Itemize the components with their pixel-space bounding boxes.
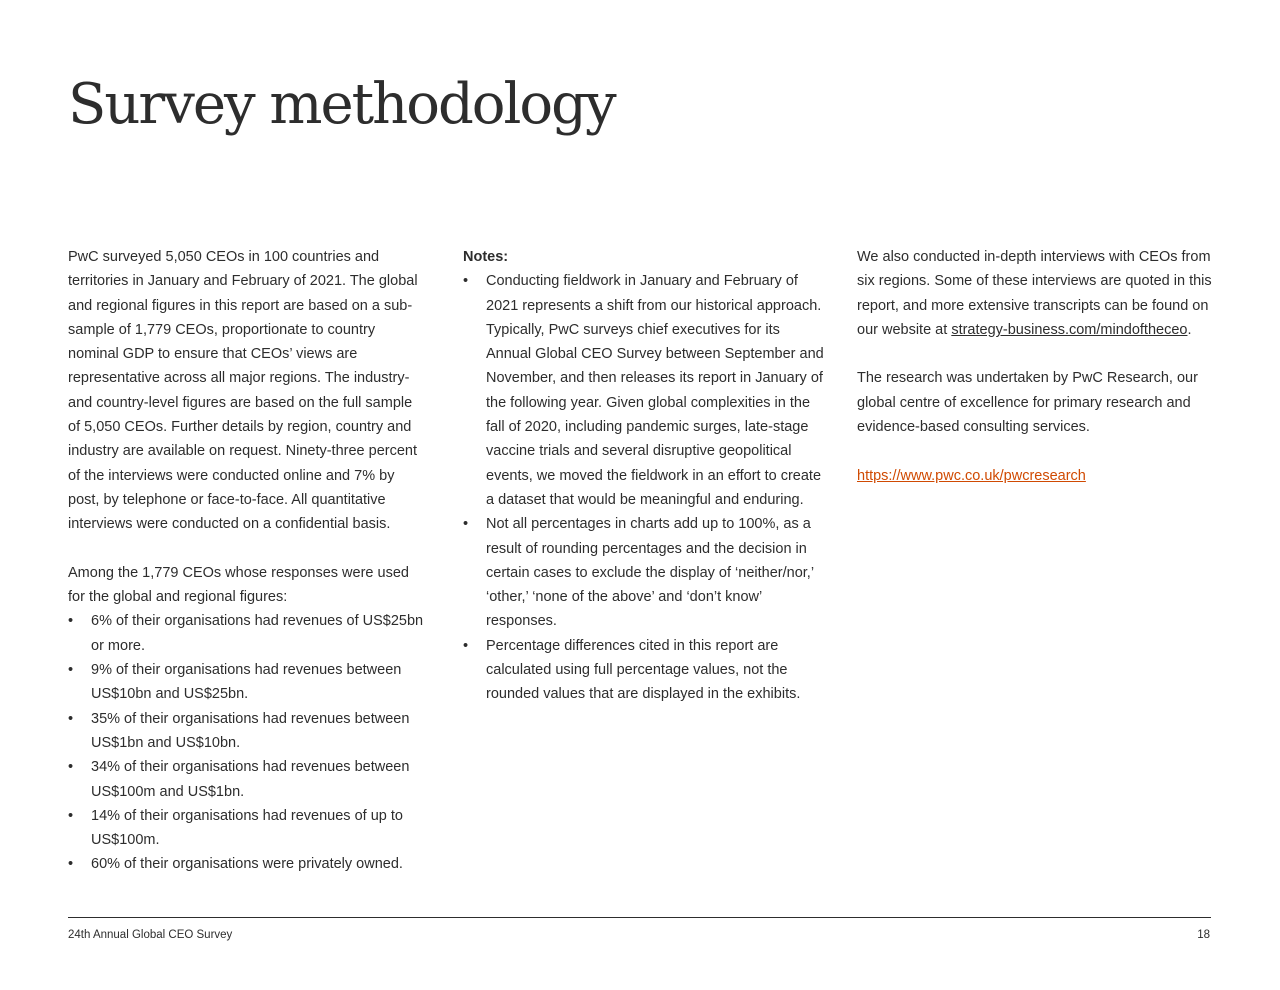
list-item: • 60% of their organisations were privately owned.: [68, 852, 428, 876]
mindoftheceo-link[interactable]: strategy-business.com/mindoftheceo: [951, 321, 1188, 338]
list-item: • 6% of their organisations had revenues of US$25bn or more.: [68, 609, 428, 658]
column-notes: [463, 245, 828, 707]
list-item: • Percentage differences cited in this report are calculated using full percentage values, not the rounded values that are displayed in the exhibits.: [463, 634, 828, 707]
notes-heading: Notes:: [463, 249, 509, 265]
footer-divider: [68, 917, 1211, 918]
list-item: • 34% of their organisations had revenues between US$100m and US$1bn.: [68, 755, 428, 804]
research-link-paragraph: [857, 464, 1217, 488]
research-paragraph: The research was undertaken by PwC Research, our global centre of excellence for primary research and evidence-based consulting services.: [857, 370, 1198, 436]
list-item: • 14% of their organisations had revenues of up to US$100m.: [68, 804, 428, 853]
interviews-end: .: [1187, 321, 1192, 338]
list-item: • 35% of their organisations had revenues between US$1bn and US$10bn.: [68, 707, 428, 756]
notes-list: [463, 269, 828, 706]
sample-lead-paragraph: Among the 1,779 CEOs whose responses were used for the global and regional figures:: [68, 564, 409, 606]
column-interviews: [857, 245, 1217, 488]
footer-publication-title: 24th Annual Global CEO Survey: [68, 929, 233, 941]
column-survey-details: [68, 245, 428, 877]
list-item: • Conducting fieldwork in January and February of 2021 represents a shift from our historical approach. Typically, PwC surveys chief executives for its Annual Global CEO Survey between September and November, and then releases its report in January of the following year. Given global complexities in the fall of 2020, including pandemic surges, late-stage vaccine trials and several disruptive geopolitical events, we moved the fieldwork in an effort to create a dataset that would be meaningful and enduring.: [463, 269, 828, 512]
list-item: • Not all percentages in charts add up to 100%, as a result of rounding percentages and the decision in certain cases to exclude the display of ‘neither/nor,’ ‘other,’ ‘none of the above’ and ‘don’t know’ responses.: [463, 512, 828, 633]
interviews-paragraph: [857, 245, 1217, 342]
revenue-breakdown-list: [68, 609, 428, 876]
page-number: 18: [1197, 929, 1210, 941]
interviews-text: We also conducted in-depth interviews with CEOs from six regions. Some of these interviews are quoted in this report, and more extensive transcripts can be found on our website at: [857, 249, 1212, 338]
page-title: Survey methodology: [68, 72, 615, 137]
pwc-research-link[interactable]: https://www.pwc.co.uk/pwcresearch: [857, 467, 1086, 484]
survey-intro-paragraph: PwC surveyed 5,050 CEOs in 100 countries and territories in January and February of 2021. The global and regional figures in this report are based on a sub-sample of 1,779 CEOs, proportionate to country nominal GDP to ensure that CEOs’ views are representative across all major regions. The industry- and country-level figures are based on the full sample of 5,050 CEOs. Further details by region, country and industry are available on request. Ninety-three percent of the interviews were conducted online and 7% by post, by telephone or face-to-face. All quantitative interviews were conducted on a confidential basis.: [68, 249, 418, 533]
list-item: • 9% of their organisations had revenues between US$10bn and US$25bn.: [68, 658, 428, 707]
